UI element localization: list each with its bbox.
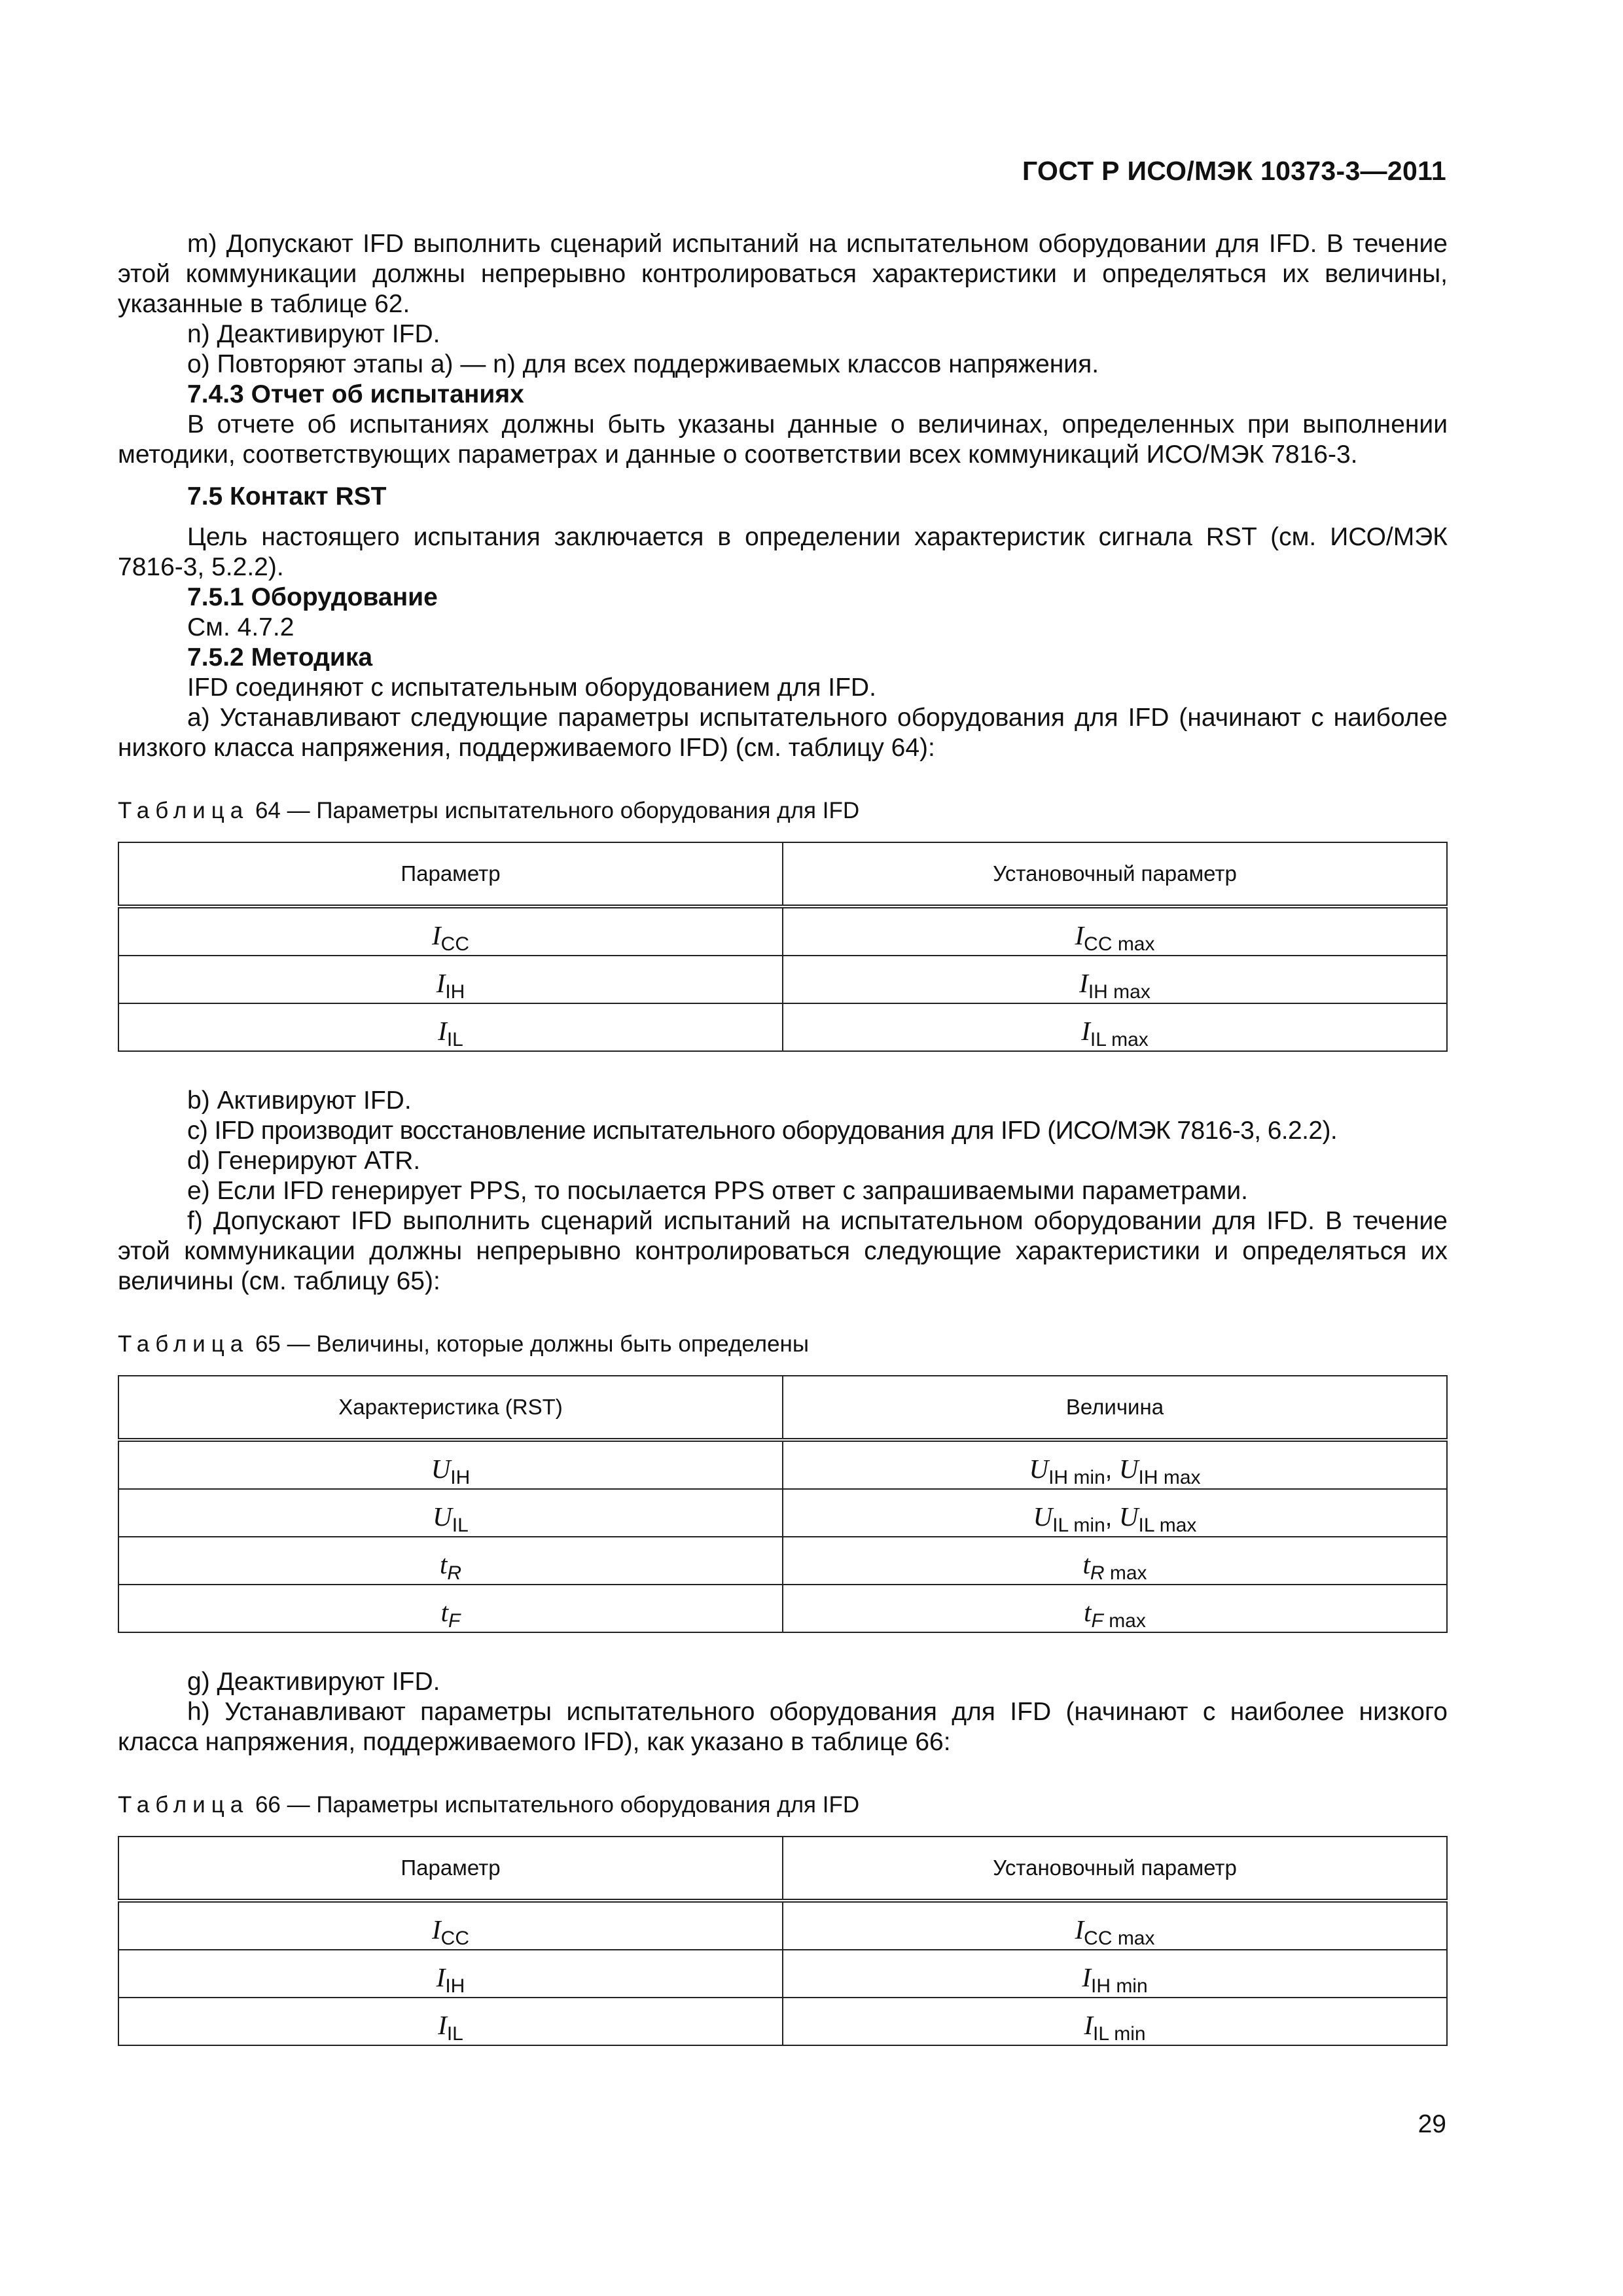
- table-66-caption-text: 66 — Параметры испытательного оборудования для IFD: [255, 1792, 860, 1818]
- symbol: I: [432, 1914, 441, 1945]
- table-row: [118, 1003, 1447, 1051]
- step-e: e) Если IFD генерирует PPS, то посылается PPS ответ с запрашиваемыми параметрами.: [187, 1177, 1248, 1205]
- table-cell: [783, 1440, 1447, 1489]
- table-64-header-parameter: Параметр: [118, 842, 783, 906]
- table-row: [118, 1489, 1447, 1537]
- symbol: U: [1029, 1454, 1049, 1484]
- page-number: 29: [1418, 2110, 1446, 2138]
- table-row: [118, 1901, 1447, 1950]
- subscript: IL: [446, 2023, 463, 2045]
- subscript: IL max: [1138, 1515, 1197, 1536]
- table-64-header-setting: Установочный параметр: [783, 842, 1447, 906]
- table-cell: [783, 906, 1447, 956]
- symbol: t: [439, 1549, 448, 1579]
- symbol: I: [1075, 920, 1084, 950]
- subscript: CC max: [1084, 1928, 1155, 1949]
- document-header: ГОСТ Р ИСО/МЭК 10373-3—2011: [1022, 156, 1446, 186]
- table-65-caption-text: 65 — Величины, которые должны быть определены: [255, 1331, 810, 1357]
- table-cell: [783, 1489, 1447, 1537]
- heading-7-5-2: 7.5.2 Методика: [187, 643, 373, 672]
- see-reference: См. 4.7.2: [187, 613, 294, 641]
- step-f: f) Допускают IFD выполнить сценарий испытаний на испытательном оборудовании для IFD. В течение этой коммуникации должны непрерывно контролироваться следующие характеристики и определяться их величины (см. таблицу 65):: [118, 1207, 1448, 1295]
- table-66-header-parameter: Параметр: [118, 1837, 783, 1901]
- symbol: I: [438, 1016, 447, 1046]
- table-cell: [118, 1901, 783, 1950]
- table-64-caption-word: Таблица: [118, 798, 249, 823]
- symbol: I: [1082, 1962, 1091, 1992]
- heading-7-5-1: 7.5.1 Оборудование: [187, 583, 438, 611]
- subscript: CC: [440, 933, 469, 955]
- table-64-caption-text: 64 — Параметры испытательного оборудования для IFD: [255, 798, 860, 823]
- subscript: IL min: [1052, 1515, 1105, 1536]
- subscript: IL: [452, 1515, 469, 1536]
- subscript: IH: [445, 1975, 465, 1997]
- table-65-header-characteristic: Характеристика (RST): [118, 1376, 783, 1440]
- step-o: o) Повторяют этапы a) — n) для всех поддерживаемых классов напряжения.: [187, 350, 1099, 378]
- symbol: t: [1084, 1597, 1092, 1627]
- step-c: c) IFD производит восстановление испытательного оборудования для IFD (ИСО/МЭК 7816-3, 6.2.2).: [187, 1117, 1338, 1145]
- table-cell: [783, 1901, 1447, 1950]
- step-n: n) Деактивируют IFD.: [187, 320, 440, 348]
- symbol: U: [1118, 1454, 1139, 1484]
- table-66-caption: [118, 1791, 1448, 1819]
- subscript: CC: [440, 1928, 469, 1949]
- subscript: IH max: [1088, 981, 1150, 1003]
- table-cell: [118, 1489, 783, 1537]
- table-row: [118, 956, 1447, 1003]
- subscript: IH: [445, 981, 465, 1003]
- symbol: I: [1081, 1016, 1090, 1046]
- table-64: [118, 842, 1448, 1052]
- table-row: [118, 1998, 1447, 2045]
- table-cell: [118, 1003, 783, 1051]
- table-cell: [783, 1585, 1447, 1632]
- connect-paragraph: IFD соединяют с испытательным оборудованием для IFD.: [187, 673, 876, 702]
- step-b: b) Активируют IFD.: [187, 1086, 412, 1115]
- table-65-caption-word: Таблица: [118, 1331, 249, 1357]
- table-66-header-row: [118, 1837, 1447, 1901]
- subscript: IL: [446, 1029, 463, 1050]
- table-66-header-setting: Установочный параметр: [783, 1837, 1447, 1901]
- step-d: d) Генерируют ATR.: [187, 1147, 421, 1175]
- separator: ,: [1105, 1504, 1119, 1532]
- table-cell: [118, 1998, 783, 2045]
- table-cell: [118, 956, 783, 1003]
- subscript: IH min: [1048, 1467, 1105, 1488]
- table-65-caption: [118, 1331, 1448, 1358]
- subscript: max: [1104, 1562, 1147, 1584]
- symbol: U: [433, 1501, 452, 1532]
- table-64-header-row: [118, 842, 1447, 906]
- symbol: I: [436, 1962, 446, 1992]
- table-cell: [783, 956, 1447, 1003]
- step-g: g) Деактивируют IFD.: [187, 1668, 440, 1696]
- table-cell: [783, 1950, 1447, 1998]
- page-body: [118, 229, 1448, 2080]
- table-cell: [783, 1998, 1447, 2045]
- table-64-caption: [118, 797, 1448, 825]
- symbol: t: [1082, 1549, 1090, 1579]
- symbol: I: [1079, 968, 1088, 998]
- goal-paragraph: Цель настоящего испытания заключается в определении характеристик сигнала RST (см. ИСО/МЭК 7816-3, 5.2.2).: [118, 523, 1448, 581]
- subscript: F: [448, 1610, 461, 1632]
- table-65: [118, 1375, 1448, 1633]
- symbol: I: [1075, 1914, 1084, 1945]
- symbol: I: [1084, 2010, 1094, 2040]
- table-row: [118, 1440, 1447, 1489]
- symbol: U: [1033, 1501, 1053, 1532]
- separator: ,: [1105, 1456, 1119, 1484]
- symbol: I: [438, 2010, 447, 2040]
- subscript: IH: [450, 1467, 471, 1488]
- heading-7-4-3: 7.4.3 Отчет об испытаниях: [187, 380, 524, 408]
- table-cell: [118, 906, 783, 956]
- table-66: [118, 1836, 1448, 2046]
- table-cell: [118, 1537, 783, 1585]
- table-65-header-row: [118, 1376, 1447, 1440]
- table-row: [118, 1585, 1447, 1632]
- subscript: R: [447, 1562, 462, 1584]
- table-cell: [118, 1585, 783, 1632]
- table-row: [118, 906, 1447, 956]
- symbol: I: [436, 968, 446, 998]
- symbol: U: [1118, 1501, 1139, 1532]
- table-row: [118, 1950, 1447, 1998]
- subscript: IH min: [1090, 1975, 1148, 1997]
- report-paragraph: В отчете об испытаниях должны быть указаны данные о величинах, определенных при выполнении методики, соответствующих параметрах и данные о соответствии всех коммуникаций ИСО/МЭК 7816-3.: [118, 410, 1448, 469]
- step-m: m) Допускают IFD выполнить сценарий испытаний на испытательном оборудовании для IFD. В течение этой коммуникации должны непрерывно контролироваться характеристики и определяться их величины, указанные в таблице 62.: [118, 230, 1448, 318]
- symbol: I: [432, 920, 441, 950]
- table-cell: [783, 1003, 1447, 1051]
- table-cell: [118, 1950, 783, 1998]
- subscript: IL max: [1090, 1029, 1149, 1050]
- table-65-header-value: Величина: [783, 1376, 1447, 1440]
- subscript: max: [1103, 1610, 1146, 1632]
- subscript: R: [1090, 1562, 1105, 1584]
- heading-7-5: 7.5 Контакт RST: [187, 482, 387, 511]
- step-a: a) Устанавливают следующие параметры испытательного оборудования для IFD (начинают с наиболее низкого класса напряжения, поддерживаемого IFD) (см. таблицу 64):: [118, 704, 1448, 762]
- subscript: IH max: [1138, 1467, 1201, 1488]
- table-row: [118, 1537, 1447, 1585]
- table-cell: [118, 1440, 783, 1489]
- table-cell: [783, 1537, 1447, 1585]
- subscript: CC max: [1084, 933, 1155, 955]
- subscript: IL min: [1093, 2023, 1146, 2045]
- table-66-caption-word: Таблица: [118, 1792, 249, 1818]
- symbol: t: [440, 1597, 449, 1627]
- subscript: F: [1091, 1610, 1103, 1632]
- symbol: U: [431, 1454, 451, 1484]
- step-h: h) Устанавливают параметры испытательного оборудования для IFD (начинают с наиболее низкого класса напряжения, поддерживаемого IFD), как указано в таблице 66:: [118, 1698, 1448, 1756]
